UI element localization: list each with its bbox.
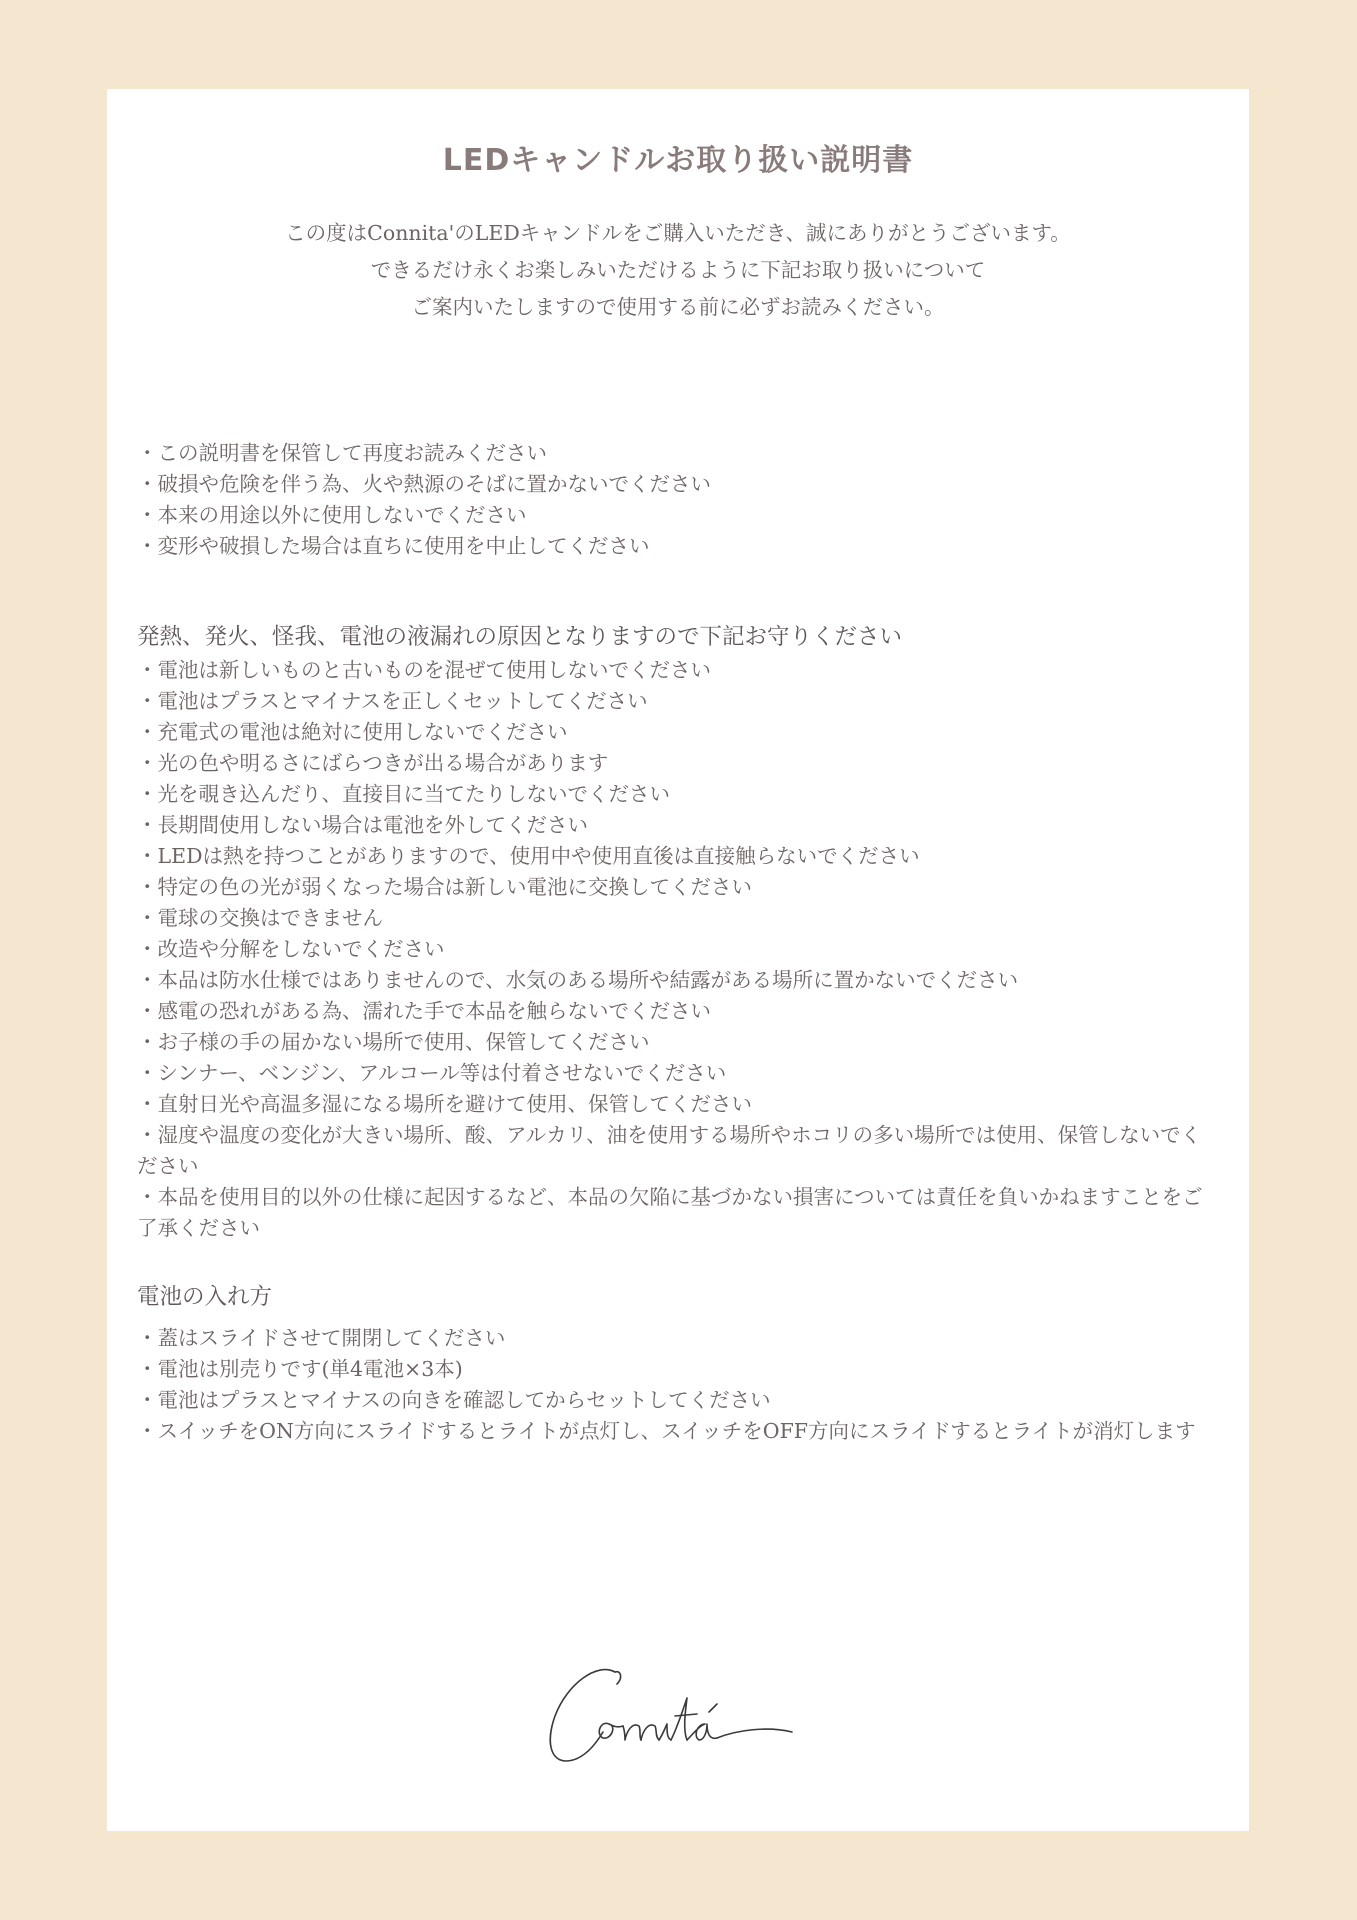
list-item: ・直射日光や高温多湿になる場所を避けて使用、保管してください <box>137 1092 752 1116</box>
list-item: ・LEDは熱を持つことがありますので、使用中や使用直後は直接触らないでください <box>137 844 920 868</box>
intro-line: ご案内いたしますので使用する前に必ずお読みください。 <box>411 295 945 319</box>
intro-text <box>107 215 1249 326</box>
list-item: ・電球の交換はできません <box>137 906 383 930</box>
battery-section <box>137 1279 1219 1447</box>
list-item: ・シンナー、ベンジン、アルコール等は付着させないでください <box>137 1061 727 1085</box>
list-item: ・変形や破損した場合は直ちに使用を中止してください <box>137 534 650 558</box>
page-title: LEDキャンドルお取り扱い説明書 <box>442 143 914 178</box>
intro-line: できるだけ永くお楽しみいただけるように下記お取り扱いについて <box>370 258 986 282</box>
list-item: ・電池は別売りです(単4電池×3本) <box>137 1357 463 1381</box>
battery-heading: 電池の入れ方 <box>137 1284 273 1310</box>
list-item: ・電池はプラスとマイナスを正しくセットしてください <box>137 689 648 713</box>
list-item: ・蓋はスライドさせて開閉してください <box>137 1326 506 1350</box>
list-item: ・電池は新しいものと古いものを混ぜて使用しないでください <box>137 658 711 682</box>
list-item: ・感電の恐れがある為、濡れた手で本品を触らないでください <box>137 999 711 1023</box>
connita-signature-logo <box>537 1654 837 1779</box>
list-item: ・光を覗き込んだり、直接目に当てたりしないでください <box>137 782 670 806</box>
list-item: ・本品は防水仕様ではありませんので、水気のある場所や結露がある場所に置かないでください <box>137 968 1019 992</box>
instruction-sheet <box>107 89 1249 1831</box>
list-item: ・電池はプラスとマイナスの向きを確認してからセットしてください <box>137 1388 771 1412</box>
list-item: ・充電式の電池は絶対に使用しないでください <box>137 720 568 744</box>
list-item: ・改造や分解をしないでください <box>137 937 445 961</box>
general-precautions-list <box>137 438 1219 562</box>
list-item: ・本来の用途以外に使用しないでください <box>137 503 527 527</box>
list-item: ・この説明書を保管して再度お読みください <box>137 441 547 465</box>
list-item: ・お子様の手の届かない場所で使用、保管してください <box>137 1030 650 1054</box>
list-item: ・長期間使用しない場合は電池を外してください <box>137 813 588 837</box>
list-item: ・スイッチをON方向にスライドするとライトが点灯し、スイッチをOFF方向にスライドするとライトが消灯します <box>137 1419 1196 1443</box>
safety-heading: 発熱、発火、怪我、電池の液漏れの原因となりますので下記お守りください <box>137 624 903 650</box>
safety-section <box>137 619 1219 1244</box>
list-item: ・湿度や温度の変化が大きい場所、酸、アルカリ、油を使用する場所やホコリの多い場所では使用、保管しないでください <box>137 1123 1202 1178</box>
list-item: ・本品を使用目的以外の仕様に起因するなど、本品の欠陥に基づかない損害については責任を負いかねますことをご了承ください <box>137 1185 1203 1240</box>
intro-line: この度はConnita'のLEDキャンドルをご購入いただき、誠にありがとうございます。 <box>285 221 1071 245</box>
list-item: ・光の色や明るさにばらつきが出る場合があります <box>137 751 609 775</box>
list-item: ・特定の色の光が弱くなった場合は新しい電池に交換してください <box>137 875 752 899</box>
list-item: ・破損や危険を伴う為、火や熱源のそばに置かないでください <box>137 472 711 496</box>
